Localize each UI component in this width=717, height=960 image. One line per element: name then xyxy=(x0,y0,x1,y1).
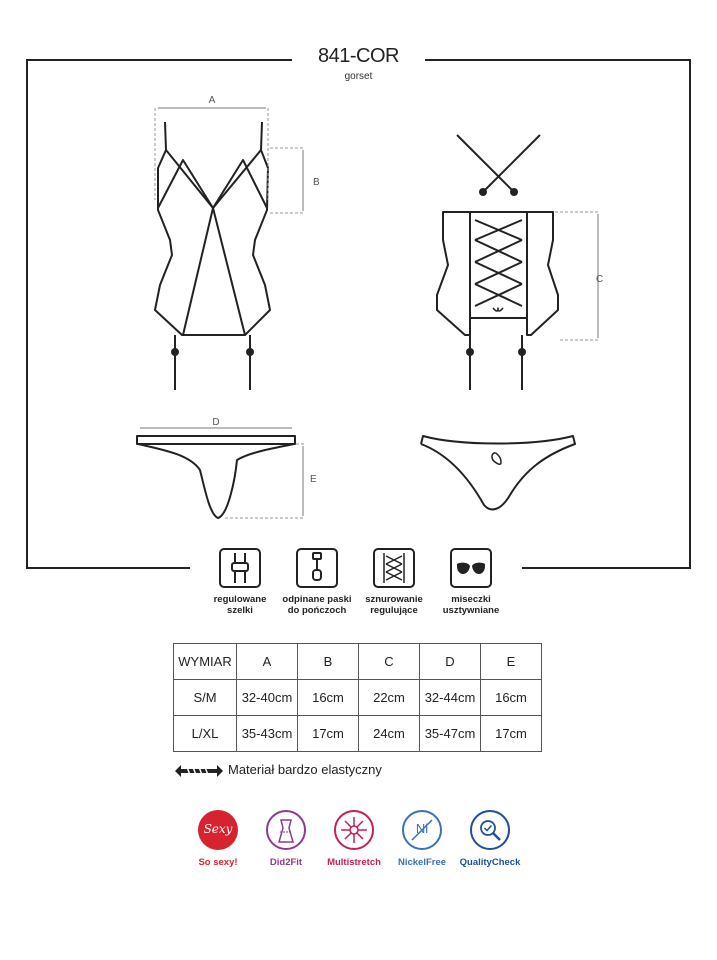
table-cell: 35-47cm xyxy=(420,716,481,752)
dimension-guides-c xyxy=(555,212,600,340)
feature-label-line2: usztywniane xyxy=(442,605,500,616)
feature-padded-cups xyxy=(416,548,526,616)
table-cell: L/XL xyxy=(174,716,237,752)
feature-label-line1: sznurowanie xyxy=(365,594,423,605)
table-row xyxy=(174,680,542,716)
feature-label-line2: szelki xyxy=(227,605,253,616)
nickel-free-icon xyxy=(402,810,442,850)
table-header-row xyxy=(174,644,542,680)
sexy-icon-text: Sexy xyxy=(203,822,233,836)
badge-label: So sexy! xyxy=(198,857,238,868)
table-cell: 16cm xyxy=(481,680,542,716)
feature-label-line1: regulowane xyxy=(213,594,267,605)
table-cell: 22cm xyxy=(359,680,420,716)
table-cell: 35-43cm xyxy=(237,716,298,752)
table-row xyxy=(174,716,542,752)
thong-front-drawing xyxy=(137,436,295,518)
thong-back-drawing xyxy=(421,436,575,509)
product-code: 841-COR xyxy=(318,45,399,67)
table-cell: 32-40cm xyxy=(237,680,298,716)
table-header-cell: A xyxy=(237,644,298,680)
table-cell: 17cm xyxy=(481,716,542,752)
feature-label-line1: odpinane paski xyxy=(282,594,352,605)
padded-cups-icon xyxy=(450,548,492,588)
badge-label: NickelFree xyxy=(397,857,447,868)
elastic-note: Materiał bardzo elastyczny xyxy=(228,762,382,777)
size-table xyxy=(173,643,542,752)
dress-fit-icon xyxy=(266,810,306,850)
dim-label-b: B xyxy=(313,177,320,188)
corset-front-drawing xyxy=(155,122,270,390)
table-cell: 24cm xyxy=(359,716,420,752)
dim-label-a: A xyxy=(208,95,216,106)
badge-quality-check xyxy=(450,810,530,868)
feature-label-line2: regulujące xyxy=(370,605,418,616)
sexy-icon xyxy=(198,810,238,850)
quality-check-icon xyxy=(470,810,510,850)
table-header-cell: C xyxy=(359,644,420,680)
badge-label: QualityCheck xyxy=(459,857,521,868)
frame-border xyxy=(27,60,690,568)
dim-label-e: E xyxy=(310,474,317,485)
badge-label: Did2Fit xyxy=(269,857,303,868)
badge-label: Multistretch xyxy=(327,857,381,868)
adjustable-straps-icon xyxy=(219,548,261,588)
dimension-guides-a-b xyxy=(155,108,305,213)
table-header-cell: B xyxy=(298,644,359,680)
table-cell: 16cm xyxy=(298,680,359,716)
multistretch-icon xyxy=(334,810,374,850)
table-cell: S/M xyxy=(174,680,237,716)
table-header-cell: E xyxy=(481,644,542,680)
dim-label-d: D xyxy=(212,417,220,428)
adjustable-lacing-icon xyxy=(373,548,415,588)
table-cell: 17cm xyxy=(298,716,359,752)
product-type: gorset xyxy=(344,71,373,82)
dim-label-c: C xyxy=(596,274,604,285)
corset-back-drawing xyxy=(437,135,558,390)
feature-label-line1: miseczki xyxy=(451,594,491,605)
detachable-garters-icon xyxy=(296,548,338,588)
nickel-free-icon-text: Ni xyxy=(415,821,429,836)
elastic-arrows-icon xyxy=(175,765,223,777)
table-header-cell: D xyxy=(420,644,481,680)
table-header-cell: WYMIAR xyxy=(174,644,237,680)
feature-label-line2: do pończoch xyxy=(287,605,347,616)
dimension-guides-d-e xyxy=(140,428,305,518)
table-cell: 32-44cm xyxy=(420,680,481,716)
